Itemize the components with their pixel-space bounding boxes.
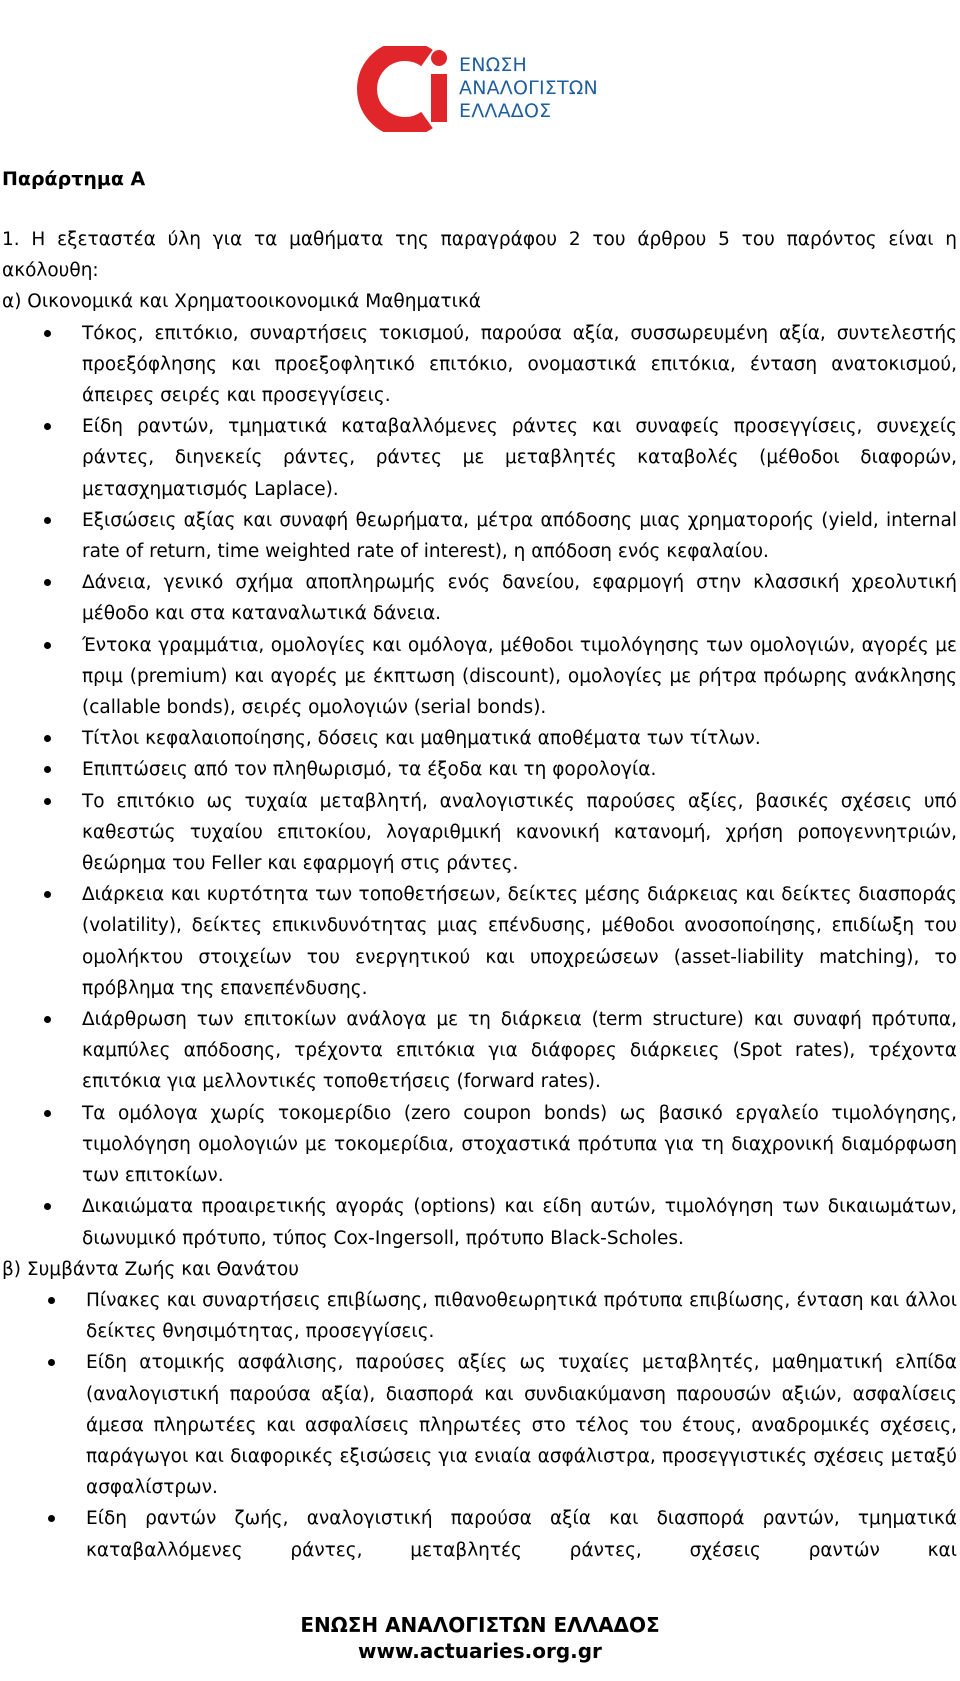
list-item: Πίνακες και συναρτήσεις επιβίωσης, πιθανοθεωρητικά πρότυπα επιβίωσης, ένταση και άλλοι δείκτες θνησιμότητας, προσεγγίσεις. <box>86 1285 957 1347</box>
list-item: Διάρκεια και κυρτότητα των τοποθετήσεων, δείκτες μέσης διάρκειας και δείκτες διασποράς (volatility), δείκτες επικινδυνότητας μιας επένδυσης, μέθοδοι ανοσοποίησης, επιδίωξη του ομολήκτου στοιχείων του ενεργητικού και υποχρεώσεων (asset-liability matching), το πρόβλημα της επανεπένδυσης. <box>82 879 957 1004</box>
list-item: Είδη ατομικής ασφάλισης, παρούσες αξίες ως τυχαίες μεταβλητές, μαθηματική ελπίδα (αναλογιστική παρούσα αξία), διασπορά και συνδιακύμανση παρουσών αξιών, ασφαλίσεις άμεσα πληρωτέες και ασφαλίσεις πληρωτέες στο τέλος του έτους, αναδρομικές σχέσεις, παράγωγοι και διαφορικές εξισώσεις για ενιαία ασφάλιστρα, προσεγγιστικές σχέσεις μεταξύ ασφαλίστρων. <box>86 1347 957 1503</box>
page-title: Παράρτημα Α <box>2 168 146 190</box>
logo-line-3: ΕΛΛΑΔΟΣ <box>459 100 552 122</box>
list-item: Έντοκα γραμμάτια, ομολογίες και ομόλογα, μέθοδοι τιμολόγησης των ομολογιών, αγορές με πριμ (premium) και αγορές με έκπτωση (discount), ομολογίες με ρήτρα πρόωρης ανάκλησης (callable bonds), σειρές ομολογιών (serial bonds). <box>82 630 957 724</box>
list-item: Δικαιώματα προαιρετικής αγοράς (options) και είδη αυτών, τιμολόγηση των δικαιωμάτων, διωνυμικό πρότυπο, τύπος Cox-Ingersoll, πρότυπο Black-Scholes. <box>82 1191 957 1253</box>
section-a-list <box>2 318 957 1254</box>
section-heading-a: α) Οικονομικά και Χρηματοοικονομικά Μαθηματικά <box>2 291 481 313</box>
intro-paragraph: 1. Η εξεταστέα ύλη για τα μαθήματα της παραγράφου 2 του άρθρου 5 του παρόντος είναι η ακόλουθη: <box>2 229 957 282</box>
page-footer <box>0 1612 960 1664</box>
list-item: Είδη ραντών ζωής, αναλογιστική παρούσα αξία και διασπορά ραντών, τμηματικά καταβαλλόμενες ράντες, μεταβλητές ράντες, σχέσεις ραντών και <box>86 1503 957 1565</box>
logo-mark-icon <box>355 46 459 132</box>
logo-line-1: ΕΝΩΣΗ <box>459 54 528 76</box>
list-item: Τόκος, επιτόκιο, συναρτήσεις τοκισμού, παρούσα αξία, συσσωρευμένη αξία, συντελεστής προεξόφλησης και προεξοφλητικό επιτόκιο, ονομαστικά επιτόκια, ένταση ανατοκισμού, άπειρες σειρές και προσεγγίσεις. <box>82 318 957 412</box>
list-item: Διάρθρωση των επιτοκίων ανάλογα με τη διάρκεια (term structure) και συναφή πρότυπα, καμπύλες απόδοσης, τρέχοντα επιτόκια για διάφορες διάρκειες (Spot rates), τρέχοντα επιτόκια για μελλοντικές τοποθετήσεις (forward rates). <box>82 1004 957 1098</box>
footer-website-link[interactable]: www.actuaries.org.gr <box>358 1639 602 1663</box>
list-item: Επιπτώσεις από τον πληθωρισμό, τα έξοδα και τη φορολογία. <box>82 754 957 785</box>
section-b-list <box>2 1285 957 1566</box>
organization-logo <box>355 46 615 132</box>
logo-wordmark <box>459 54 598 123</box>
list-item: Τα ομόλογα χωρίς τοκομερίδιο (zero coupon bonds) ως βασικό εργαλείο τιμολόγησης, τιμολόγηση ομολογιών με τοκομερίδια, στοχαστικά πρότυπα για τη διαχρονική διαμόρφωση των επιτοκίων. <box>82 1098 957 1192</box>
list-item: Είδη ραντών, τμηματικά καταβαλλόμενες ράντες και συναφείς προσεγγίσεις, συνεχείς ράντες, διηνεκείς ράντες, ράντες με μεταβλητές καταβολές (μέθοδοι διαφορών, μετασχηματισμός Laplace). <box>82 411 957 505</box>
document-body <box>2 224 957 1566</box>
footer-org-name: ΕΝΩΣΗ ΑΝΑΛΟΓΙΣΤΩΝ ΕΛΛΑΔΟΣ <box>300 1613 660 1637</box>
list-item: Το επιτόκιο ως τυχαία μεταβλητή, αναλογιστικές παρούσες αξίες, βασικές σχέσεις υπό καθεστώς τυχαίου επιτοκίου, λογαριθμική κανονική κατανομή, χρήση ροπογεννητριών, θεώρημα του Feller και εφαρμογή στις ράντες. <box>82 786 957 880</box>
section-heading-b: β) Συμβάντα Ζωής και Θανάτου <box>2 1258 299 1280</box>
logo-line-2: ΑΝΑΛΟΓΙΣΤΩΝ <box>459 77 598 99</box>
list-item: Εξισώσεις αξίας και συναφή θεωρήματα, μέτρα απόδοσης μιας χρηματοροής (yield, internal rate of return, time weighted rate of interest), η απόδοση ενός κεφαλαίου. <box>82 505 957 567</box>
list-item: Δάνεια, γενικό σχήμα αποπληρωμής ενός δανείου, εφαρμογή στην κλασσική χρεολυτική μέθοδο και στα καταναλωτικά δάνεια. <box>82 567 957 629</box>
list-item: Τίτλοι κεφαλαιοποίησης, δόσεις και μαθηματικά αποθέματα των τίτλων. <box>82 723 957 754</box>
